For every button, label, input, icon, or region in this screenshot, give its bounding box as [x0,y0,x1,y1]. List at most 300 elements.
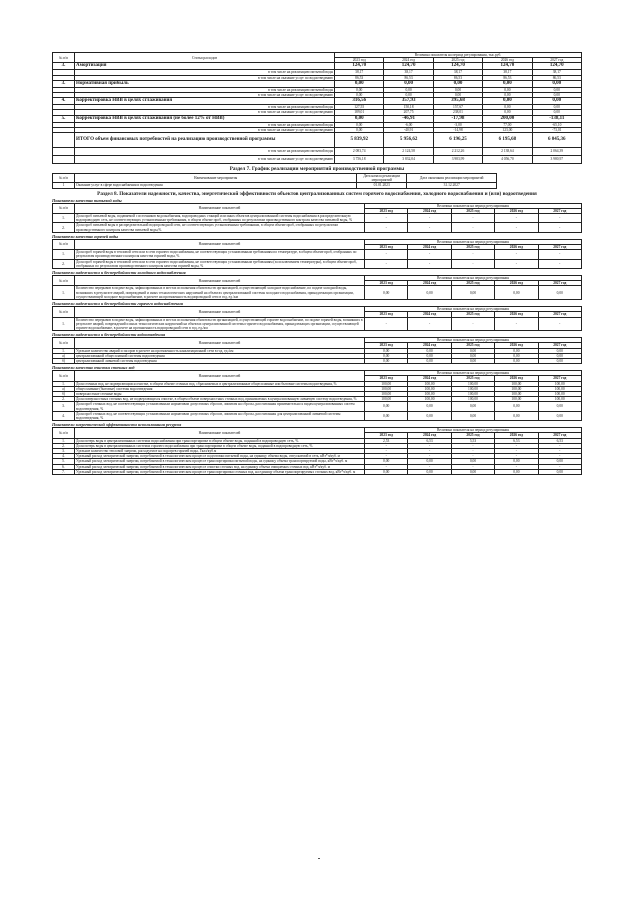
fin-row-num: 3. [53,80,75,87]
indicator-row-value: 0,00 [538,353,581,358]
fin-total-sub-value: 3 756,18 [335,156,384,164]
fin-row-value: 86,53 [483,75,532,80]
fin-row-value: -73,01 [532,127,581,132]
fin-row-value: 124,70 [433,63,482,70]
sched-row-start: 01.01.2023 [357,183,407,188]
indicator-year-header: 2026 год [495,281,538,286]
indicator-row-value: - [408,448,451,453]
fin-row-value: 395,68 [433,98,482,105]
fin-row-value: -3,00 [433,122,482,127]
fin-row-value: 0,00 [483,110,532,115]
indicator-row-value: 0,00 [451,411,494,420]
indicator-year-header: 2026 год [495,376,538,381]
indicator-row-num: б) [53,391,75,396]
indicator-row-value: 6,53 [538,438,581,443]
indicator-row-value: 100,00 [451,386,494,391]
indicator-year-header: 2026 год [495,312,538,317]
fin-total-value: 5 839,92 [335,133,384,148]
indicator-row-num: 1. [53,438,75,443]
indicator-row-value: - [408,464,451,469]
indicator-row-value: 100,00 [408,386,451,391]
indicator-row-value: - [365,448,408,453]
indicator-row-value: 100,00 [538,386,581,391]
indicator-row [53,469,582,474]
indicator-row-value: - [538,214,581,223]
fin-row [53,115,582,122]
indicator-row-value: - [365,464,408,469]
indicator-row-value: 100,00 [495,386,538,391]
fin-total-value: 6 196,25 [433,133,482,148]
indicator-row-value: - [408,214,451,223]
fin-total-sub-num [53,156,75,164]
indicator-row-value: 100,00 [495,381,538,386]
indicator-row-label: Доля сточных вод, не подвергающихся очистке, в общем объеме сточных вод, сбрасываемых в централизованные общесплавные или бытовые системы водоотведения, % [75,381,365,386]
indicator-row-value: 100,00 [538,391,581,396]
indicator-row-value: 0,00 [365,353,408,358]
fin-row-value: -65,10 [532,122,581,127]
indicator-header-num: № п/п [53,276,75,286]
fin-total-sub-label: в том числе на оказание услуг по водоотведению [75,156,335,164]
fin-row-value: 316,56 [335,98,384,105]
indicator-row-value: - [538,223,581,232]
fin-row-value: -14,98 [433,127,482,132]
indicator-row-num: 7. [53,469,75,474]
fin-row-value: 123,00 [483,127,532,132]
indicator-row-value: 100,00 [365,381,408,386]
indicator-row-value: 100,00 [451,381,494,386]
indicator-row [53,317,582,331]
fin-row-value: 124,70 [483,63,532,70]
fin-row-value: 238,01 [433,110,482,115]
fin-row-label: в том числе на реализацию питьевой воды [75,87,335,92]
indicator-row-value: - [495,250,538,259]
fin-row-value: 0,00 [433,87,482,92]
fin-row-value: 189,01 [335,110,384,115]
indicator-year-header: 2023 год [365,312,408,317]
indicator-row-value: 100,00 [365,391,408,396]
indicator-row-value: 0,00 [538,402,581,411]
indicator-row-value: - [365,250,408,259]
indicator-row-value: 0,00 [538,286,581,300]
indicator-row-value: - [495,317,538,331]
fin-row-value: -17,98 [433,115,482,122]
indicator-row-num: 3. [53,448,75,453]
indicator-block-heading: Показатели надежности и бесперебойности холодного водоснабжения [52,270,186,276]
indicator-row-num: 3. [53,402,75,411]
indicator-row-value: 0,00 [538,469,581,474]
indicator-row-value: - [495,448,538,453]
indicator-row-value: 0,00 [451,348,494,353]
fin-total-row [53,133,582,148]
fin-row-value: 0,00 [532,98,581,105]
indicator-row-num: 1. [53,348,75,353]
indicator-row-label: Удельное количество аварий и засоров в расчете на протяженность канализационной сети в год, ед./км [75,348,365,353]
indicator-block-heading: Показатели надежности и бесперебойности водоотведения [52,332,166,338]
fin-row-value: 38,17 [433,70,482,75]
indicator-row-num: 4. [53,454,75,459]
indicator-row-value: 0,00 [451,358,494,363]
fin-row-value: 77,00 [483,122,532,127]
indicator-row-value: 0,00 [365,348,408,353]
fin-total-sub-value: 2 124,58 [384,148,433,156]
indicator-row-value: 6,53 [495,438,538,443]
indicator-row-value: 6,53 [408,438,451,443]
indicator-row-value: 100,00 [408,397,451,402]
indicator-row-value: 0,00 [538,358,581,363]
indicator-year-header: 2026 год [495,208,538,213]
indicator-row-value: 100,00 [495,391,538,396]
indicator-row-label: Доля поверхностных сточных вод, не подвергающихся очистке, в общем объеме поверхностных сточных вод, принимаемых в централизованную ливневую систему водоотведения, % [75,397,365,402]
fin-total-value: 5 956,62 [384,133,433,148]
indicator-row-label: Доля проб сточных вод, не соответствующих установленным нормативам допустимых сбросов, лимитам на сбросы, рассчитанная применительно к видам централизованных систем водоотведения, % [75,402,365,411]
sched-header-start: Дата начала реализации мероприятий [357,174,407,183]
indicator-year-header: 2024 год [408,245,451,250]
indicator-row-value: 100,00 [538,397,581,402]
indicator-row-label: поверхностные сточные воды [75,391,365,396]
indicator-row-value: 0,00 [408,469,451,474]
indicator-row [53,259,582,268]
fin-year-header: 2026 год [483,58,532,63]
fin-row-value: 0,00 [335,80,384,87]
indicator-row-value: - [538,443,581,448]
fin-year-header: 2025 год [433,58,482,63]
fin-row-value: 0,00 [384,93,433,98]
indicator-year-header: 2027 год [538,376,581,381]
fin-row-label: Корректировка НВВ в целях сглаживания [75,98,335,105]
fin-header-num: № п/п [53,53,75,63]
indicator-year-header: 2025 год [451,245,494,250]
fin-row-value: 0,00 [384,87,433,92]
indicator-year-header: 2024 год [408,343,451,348]
schedule-table [52,173,497,189]
indicator-year-header: 2024 год [408,376,451,381]
indicator-row-value: - [451,464,494,469]
indicator-year-header: 2026 год [495,433,538,438]
fin-row-label: в том числе на оказание услуг по водоотведению [75,127,335,132]
indicator-year-header: 2025 год [451,281,494,286]
indicator-table [52,337,582,364]
fin-row-value: 0,00 [532,87,581,92]
indicator-table [52,203,582,233]
indicator-row-value: 0,00 [408,286,451,300]
fin-row [53,98,582,105]
indicator-row-value: 0,00 [538,348,581,353]
indicator-row-value: 0,00 [495,348,538,353]
fin-row-value: 0,00 [483,87,532,92]
indicator-row [53,250,582,259]
indicator-row-value: 0,00 [495,469,538,474]
indicator-row-value: - [365,214,408,223]
indicator-row-label: Количество перерывов в подаче воды, зафиксированных в местах исполнения обязательств организацией, осуществляющей холодное водоснабжение, по подаче холодной воды, возникших в результате аварий, повреждений и иных технологических нарушений на объектах централизованной системы холодного водоснабжения, принадлежащих организации, осуществляющей холодное водоснабжение, в расчете на протяженность водопроводной сети в год, ед./км [75,286,365,300]
indicator-row-value: 0,00 [365,402,408,411]
indicator-row-num: 2. [53,397,75,402]
indicator-row-value: 0,00 [538,459,581,464]
indicator-row-value: 100,00 [365,386,408,391]
fin-row-value: 38,17 [483,70,532,75]
fin-row-value: 0,00 [335,93,384,98]
fin-year-header: 2024 год [384,58,433,63]
indicator-block-heading: Показатели качества питьевой воды [52,197,122,203]
indicator-year-header: 2027 год [538,245,581,250]
sched-row-end: 31.12.2027 [407,183,497,188]
fin-row-value: -138,11 [532,115,581,122]
fin-row-value: 0,00 [335,122,384,127]
indicator-year-header: 2027 год [538,343,581,348]
indicator-row-value: 100,00 [451,391,494,396]
financial-table [52,52,582,164]
indicator-row-num: а) [53,353,75,358]
indicator-row-num: 5. [53,459,75,464]
indicator-row-value: - [365,443,408,448]
fin-row-value: 124,70 [532,63,581,70]
indicator-year-header: 2023 год [365,433,408,438]
indicator-row-value: - [451,223,494,232]
indicator-row-value: 0,00 [495,358,538,363]
indicator-row-label: Доля проб питьевой воды, подаваемой с источников водоснабжения, водопроводных станций или иных объектов централизованной системы водоснабжения в распределительную водопроводную сеть, не соответствующих установленным требованиям, в общем объеме проб, отобранных по результатам производственного контроля качества питьевой воды, % [75,214,365,223]
indicator-row-label: централизованной общесплавной системы водоотведения [75,353,365,358]
sched-header-end: Дата окончания реализации мероприятий [407,174,497,183]
indicator-row-value: 5,53 [451,438,494,443]
fin-total-label: ИТОГО объем финансовых потребностей на реализацию производственной программы [75,133,335,148]
fin-row-value: 0,00 [335,115,384,122]
indicator-header-group: Величина показателя на период регулирования [365,338,582,343]
indicator-row-value: 0,00 [408,353,451,358]
indicator-row-value: 0,00 [365,411,408,420]
indicator-row-value: - [451,317,494,331]
indicator-row-value: 100,00 [408,391,451,396]
indicator-header-num: № п/п [53,307,75,317]
fin-row-value: 0,00 [483,93,532,98]
indicator-row-value: 0,00 [365,469,408,474]
indicator-row-value: 0,00 [365,358,408,363]
fin-row-label: в том числе на оказание услуг по водоотведению [75,93,335,98]
indicator-row-label: Удельный расход электрической энергии, потребляемой в технологическом процессе транспортировки сточных вод, на единицу объема транспортируемых сточных вод, кВт*ч/куб. м [75,469,365,474]
indicator-row-value: - [451,214,494,223]
indicator-year-header: 2027 год [538,433,581,438]
indicator-header-group: Величина показателя на период регулирования [365,371,582,376]
document-page [52,52,582,475]
indicator-row-value: - [408,250,451,259]
fin-total-sub-value: 3 983,99 [433,156,482,164]
indicator-row-value: - [538,454,581,459]
indicator-row-value: - [365,454,408,459]
indicator-row-value: - [451,443,494,448]
indicator-row [53,402,582,411]
indicator-row-value: 0,00 [408,402,451,411]
fin-row-label: Нормативная прибыль [75,80,335,87]
indicator-row-label: Доля проб сточных вод, не соответствующих установленным нормативам допустимых сбросов, лимитам на сбросы, рассчитанная для централизованной ливневой системы водоотведения, % [75,411,365,420]
indicator-header-name: Наименование показателей [75,307,365,317]
fin-row-value: 124,70 [335,63,384,70]
indicator-header-name: Наименование показателей [75,428,365,438]
indicator-year-header: 2025 год [451,433,494,438]
indicator-header-name: Наименование показателей [75,239,365,249]
indicator-table [52,239,582,269]
indicator-row-value: 0,00 [495,353,538,358]
fin-row-value: 86,53 [384,75,433,80]
fin-row-value: 38,17 [532,70,581,75]
fin-row-value: 38,17 [335,70,384,75]
fin-row-value: 0,00 [532,110,581,115]
indicator-year-header: 2024 год [408,281,451,286]
indicator-block-heading: Показатели качества очистки сточных вод [52,365,135,371]
fin-row-value: 0,00 [532,80,581,87]
indicator-year-header: 2027 год [538,208,581,213]
indicator-row-value: 100,00 [451,397,494,402]
indicator-row [53,214,582,223]
fin-total-value: 6 045,36 [532,133,581,148]
indicator-year-header: 2025 год [451,312,494,317]
indicator-row-value: - [408,443,451,448]
indicator-row-value: 0,00 [495,402,538,411]
indicator-row-value: - [451,448,494,453]
indicator-header-group: Величина показателя на период регулирования [365,276,582,281]
fin-row-value: 86,53 [532,75,581,80]
indicator-row-value: 0,00 [495,459,538,464]
indicator-header-group: Величина показателя на период регулирования [365,203,582,208]
indicator-row-num: 4. [53,411,75,420]
fin-row-value: 0,00 [335,87,384,92]
indicator-row-value: - [495,259,538,268]
fin-row-value: 150,18 [384,105,433,110]
indicator-year-header: 2023 год [365,281,408,286]
indicator-row-value: 100,00 [538,381,581,386]
section8-title: Раздел 8. Показатели надежности, качества, энергетической эффективности объектов централизованных систем горячего водоснабжения, холодного водоснабжения и (или) водоотведения [97,190,537,197]
sched-row-name: Оказание услуг в сфере водоснабжения и водоотведения [75,183,357,188]
indicator-row-label: Доля проб горячей воды в тепловой сети или в сети горячего водоснабжения, не соответствующих установленным требованиям (за исключением температуры), в общем объеме проб, отобранных по результатам производственного контроля качества горячей воды, % [75,259,365,268]
indicator-table [52,427,582,475]
indicator-year-header: 2024 год [408,208,451,213]
indicator-row-value: - [408,259,451,268]
fin-total-sub-row [53,148,582,156]
fin-row-value: -6,00 [384,122,433,127]
indicator-row-label: централизованной ливневой системы водоотведения [75,358,365,363]
fin-row-label: в том числе на реализацию питьевой воды [75,105,335,110]
indicator-row-value: 2,53 [365,438,408,443]
fin-total-sub-value: 2 212,26 [433,148,482,156]
fin-row-value: 157,67 [433,105,482,110]
indicator-row-value: - [451,250,494,259]
fin-row-num: 4. [53,98,75,105]
indicator-row-num: а) [53,386,75,391]
fin-row-value: 0,00 [532,105,581,110]
indicator-header-num: № п/п [53,428,75,438]
indicator-row-value: - [495,214,538,223]
indicator-table [52,275,582,300]
indicator-row-value: 0,00 [495,411,538,420]
indicator-row [53,223,582,232]
indicator-year-header: 2023 год [365,208,408,213]
indicator-row-value: - [538,259,581,268]
indicator-row-label: Количество перерывов в подаче воды, зафиксированных в местах исполнения обязательств организацией, осуществляющей горячее водоснабжение, по подаче горячей воды, возникших в результате аварий, повреждений и иных технологических нарушений на объектах централизованной системы горячего водоснабжения, принадлежащих организации, осуществляющей горячее водоснабжение, в расчете на протяженность водопроводной сети в год, ед./км [76,317,363,330]
indicator-row-value: 0,00 [451,402,494,411]
fin-row-value: 0,00 [335,127,384,132]
indicator-row-value: - [538,448,581,453]
indicator-row-value: - [495,464,538,469]
indicator-row-value: 0,00 [538,411,581,420]
indicator-header-name: Наименование показателей [75,276,365,286]
indicator-year-header: 2025 год [451,343,494,348]
fin-total-sub-label: в том числе на реализацию питьевой воды [75,148,335,156]
fin-row-value: -46,91 [384,115,433,122]
indicator-row-value: - [495,223,538,232]
fin-total-value: 6 195,68 [483,133,532,148]
fin-row-label: Корректировка НВВ в целях сглаживания (не более 12% от НВВ) [75,115,335,122]
fin-row-value: 0,00 [532,93,581,98]
sched-header-num: № п/п [53,174,75,183]
fin-row-num: 3. [53,63,75,70]
indicator-year-header: 2026 год [495,343,538,348]
indicator-block-heading: Показатели качества горячей воды [52,233,118,239]
indicator-header-group: Величина показателя на период регулирования [365,239,582,244]
indicator-row-label: Удельный расход электрической энергии, потребляемой в технологическом процессе очистки сточных вод, на единицу объема очищаемых сточных вод, кВт*ч/куб. м [75,464,365,469]
indicator-row-value: 0,00 [408,459,451,464]
indicator-row-value: 0,00 [408,348,451,353]
indicator-year-header: 2026 год [495,245,538,250]
sched-header-name: Наименование мероприятия [75,174,357,183]
fin-row-value: 357,93 [384,98,433,105]
indicator-header-name: Наименование показателей [75,371,365,381]
indicator-row-num: 6. [53,464,75,469]
fin-header-item: Статьи расходов [75,53,335,63]
indicator-row-value: 100,00 [495,397,538,402]
fin-total-sub-value: 2 083,74 [335,148,384,156]
fin-year-header: 2023 год [335,58,384,63]
indicator-header-name: Наименование показателей [75,338,365,348]
sched-row-num: 1 [53,183,75,188]
indicator-row-value: - [365,259,408,268]
fin-row-value: 0,00 [483,98,532,105]
indicator-row-value: - [538,464,581,469]
indicator-row-num: 2. [53,259,75,268]
fin-row-value: 0,00 [433,80,482,87]
indicator-row-value: - [538,250,581,259]
indicator-row-label: Доля проб горячей воды в тепловой сети или в сети горячего водоснабжения, не соответствующих установленным требованиям по температуре, в общем объеме проб, отобранных по результатам производственного контроля качества горячей воды, % [75,250,365,259]
fin-total-sub-value: 3 980,97 [532,156,581,164]
indicator-header-name: Наименование показателей [75,203,365,213]
indicator-row-num: 1. [53,381,75,386]
indicator-header-num: № п/п [53,203,75,213]
fin-total-sub-value: 2 064,39 [532,148,581,156]
fin-header-group: Величина показателя на период регулирования, тыс.руб. [335,53,582,58]
fin-row-value: 207,75 [384,110,433,115]
indicator-row-value: - [538,317,581,331]
indicator-year-header: 2023 год [365,376,408,381]
indicator-row-label: Доля потерь воды в централизованных системах водоснабжения при транспортировке в общем объеме воды, поданной в водопроводную сеть, % [75,438,365,443]
indicator-table [52,370,582,421]
indicator-row-value: 0,00 [451,469,494,474]
fin-row-value: 86,53 [433,75,482,80]
fin-row-value: 0,00 [483,80,532,87]
indicator-header-num: № п/п [53,371,75,381]
indicator-row-label: Доля проб питьевой воды в распределительной водопроводной сети, не соответствующих установленным требованиям, в общем объеме проб, отобранных по результатам производственного контроля качества питьевой воды,% [75,223,365,232]
indicator-row-num: 1. [53,317,75,331]
indicator-row-value: 0,00 [451,459,494,464]
indicator-row-value: 0,00 [408,411,451,420]
indicator-row-value: 100,00 [408,381,451,386]
indicator-row-num: 1. [53,214,75,223]
fin-row-label: в том числе на оказание услуг по водоотведению [75,75,335,80]
fin-row-value: 200,00 [483,115,532,122]
fin-row-value: 86,53 [335,75,384,80]
indicator-year-header: 2023 год [365,245,408,250]
indicator-header-group: Величина показателя на период регулирования [365,307,582,312]
indicator-row-num: 2. [53,223,75,232]
fin-row-label: в том числе на реализацию питьевой воды [75,122,335,127]
indicator-row [53,286,582,300]
fin-row-num: 5. [53,115,75,122]
indicator-year-header: 2025 год [451,376,494,381]
